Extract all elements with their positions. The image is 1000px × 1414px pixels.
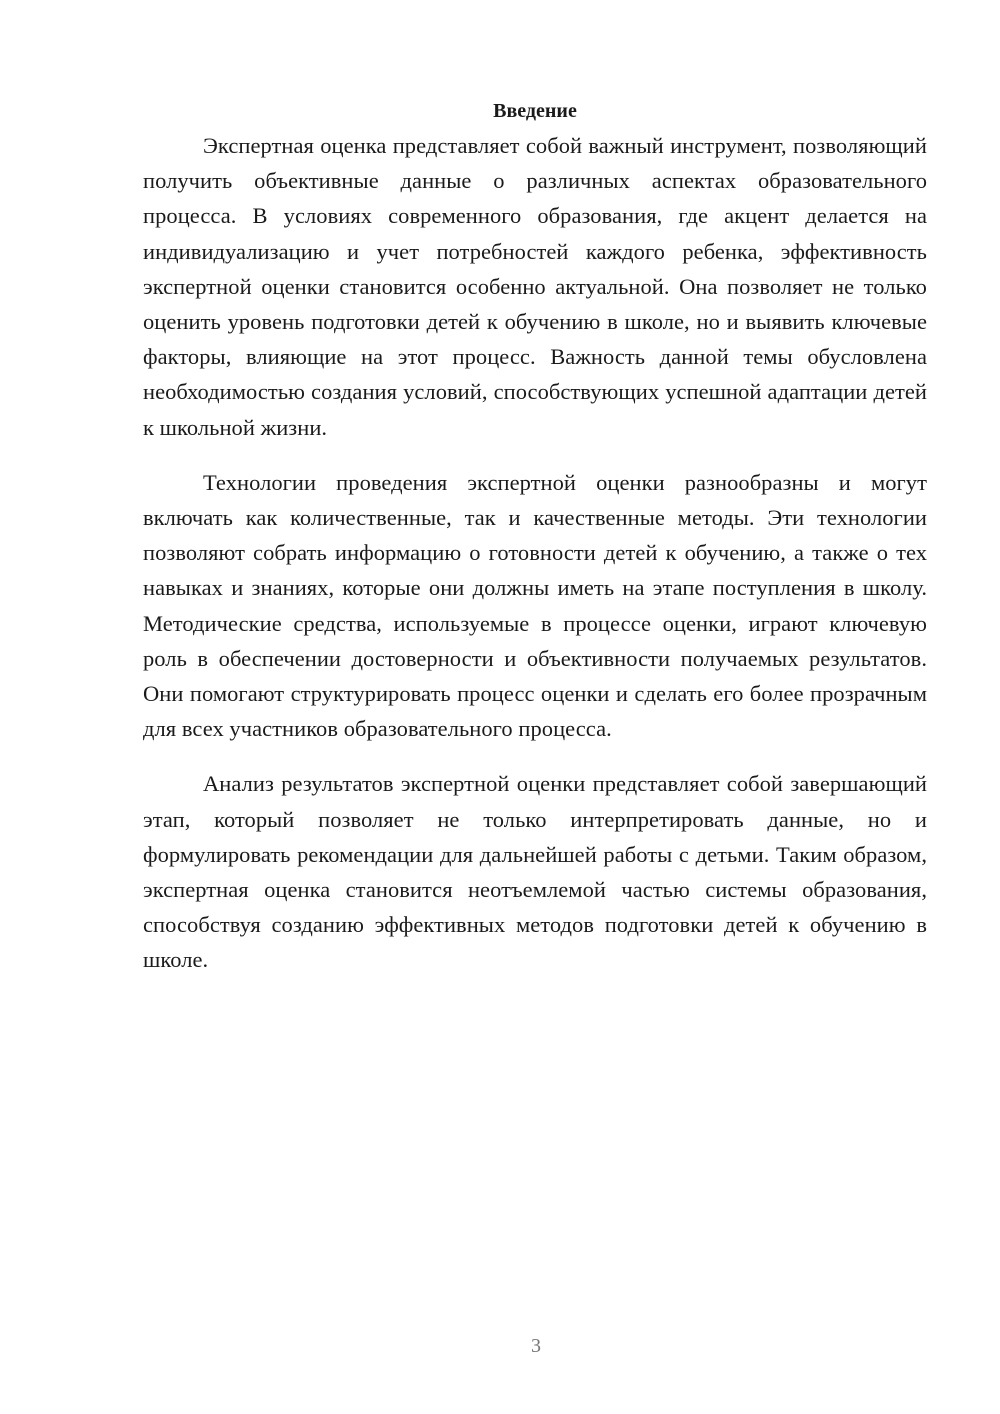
page-number: 3: [531, 1335, 541, 1357]
page-content: [143, 96, 927, 998]
paragraph-2: Технологии проведения экспертной оценки разнообразны и могут включать как количественные, так и качественные методы. Эти технологии позволяют собрать информацию о готовности детей к обучению, а также о тех навыках и знаниях, которые они должны иметь на этапе поступления в школу. Методические средства, используемые в процессе оценки, играют ключевую роль в обеспечении достоверности и объективности получаемых результатов. Они помогают структурировать процесс оценки и сделать его более прозрачным для всех участников образовательного процесса.: [143, 469, 927, 742]
section-heading: Введение: [493, 100, 577, 122]
paragraph-1: Экспертная оценка представляет собой важный инструмент, позволяющий получить объективные данные о различных аспектах образовательного процесса. В условиях современного образования, где акцент делается на индивидуализацию и учет потребностей каждого ребенка, эффективность экспертной оценки становится особенно актуальной. Она позволяет не только оценить уровень подготовки детей к обучению в школе, но и выявить ключевые факторы, влияющие на этот процесс. Важность данной темы обусловлена необходимостью создания условий, способствующих успешной адаптации детей к школьной жизни.: [143, 133, 927, 440]
paragraph-3: Анализ результатов экспертной оценки представляет собой завершающий этап, который позволяет не только интерпретировать данные, но и формулировать рекомендации для дальнейшей работы с детьми. Таким образом, экспертная оценка становится неотъемлемой частью системы образования, способствуя созданию эффективных методов подготовки детей к обучению в школе.: [143, 771, 927, 973]
